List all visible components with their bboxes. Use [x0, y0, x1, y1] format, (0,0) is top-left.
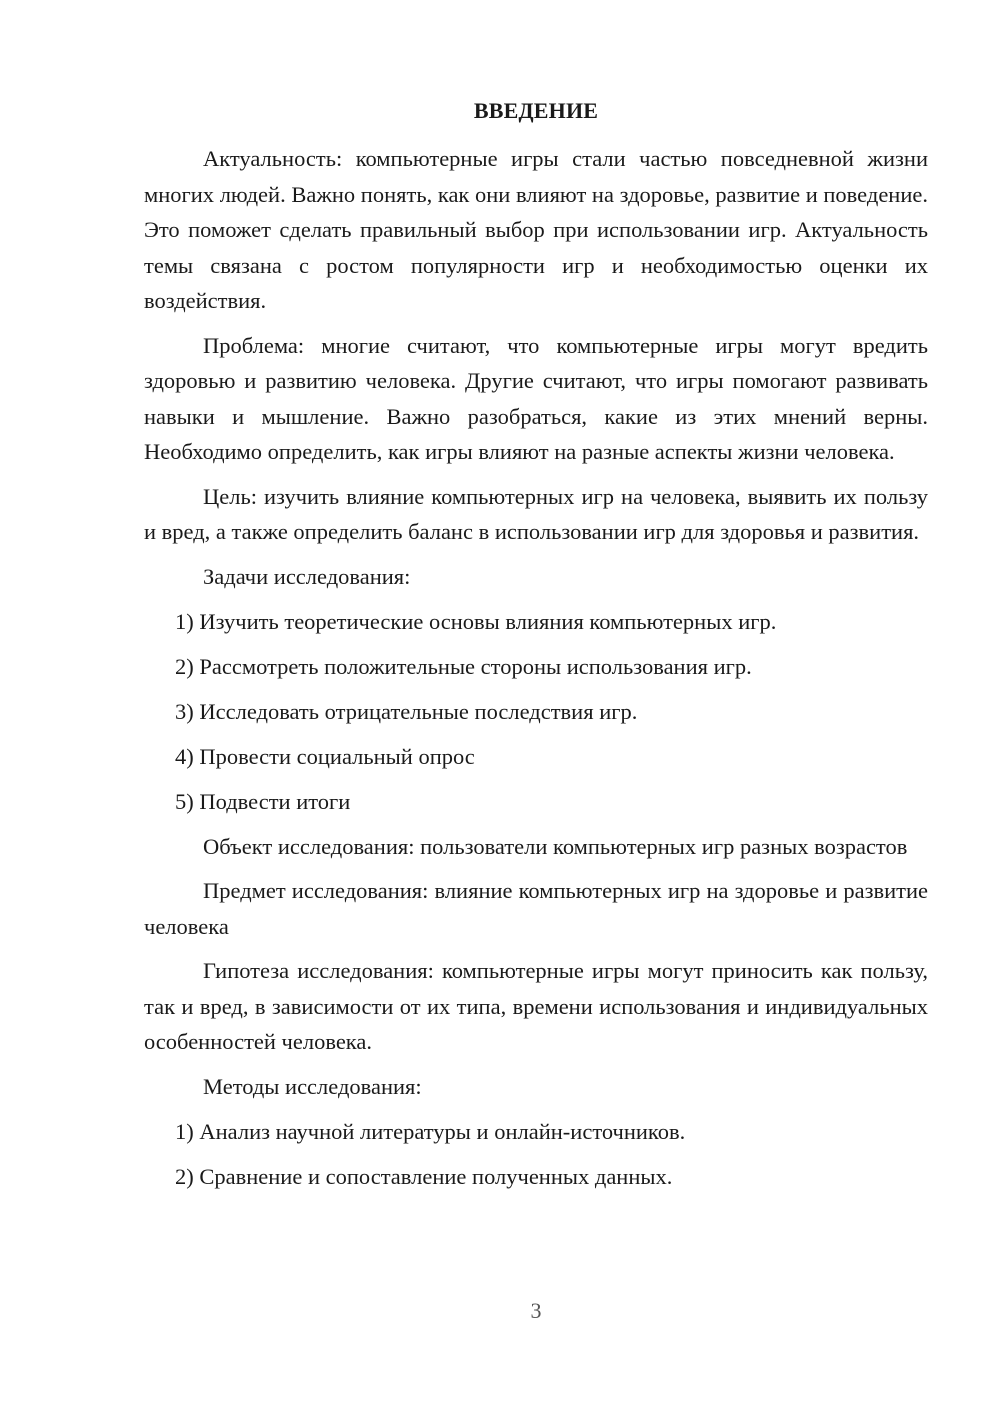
- paragraph-relevance: Актуальность: компьютерные игры стали частью повседневной жизни многих людей. Важно понять, как они влияют на здоровье, развитие и поведение. Это поможет сделать правильный выбор при использовании игр. Актуальность темы связана с ростом популярности игр и необходимостью оценки их воздействия.: [144, 146, 928, 313]
- tasks-list: [144, 604, 928, 820]
- tasks-heading: Задачи исследования:: [203, 563, 411, 589]
- list-item: 2) Рассмотреть положительные стороны использования игр.: [175, 653, 752, 679]
- page-body: [144, 141, 928, 1204]
- list-item: 2) Сравнение и сопоставление полученных данных.: [175, 1163, 673, 1189]
- list-item: 1) Анализ научной литературы и онлайн-источников.: [175, 1118, 686, 1144]
- list-item: 1) Изучить теоретические основы влияния компьютерных игр.: [175, 608, 777, 634]
- paragraph-hypothesis: Гипотеза исследования: компьютерные игры могут приносить как пользу, так и вред, в зависимости от их типа, времени использования и индивидуальных особенностей человека.: [144, 958, 928, 1054]
- paragraph-object: Объект исследования: пользователи компьютерных игр разных возрастов: [203, 833, 908, 859]
- paragraph-problem: Проблема: многие считают, что компьютерные игры могут вредить здоровью и развитию человека. Другие считают, что игры помогают развивать навыки и мышление. Важно разобраться, какие из этих мнений верны. Необходимо определить, как игры влияют на разные аспекты жизни человека.: [144, 332, 928, 464]
- page-number: 3: [530, 1298, 542, 1323]
- methods-heading: Методы исследования:: [203, 1073, 422, 1099]
- methods-list: [144, 1114, 928, 1195]
- page-title: ВВЕДЕНИЕ: [473, 98, 599, 123]
- paragraph-subject: Предмет исследования: влияние компьютерных игр на здоровье и развитие человека: [144, 878, 928, 939]
- list-item: 3) Исследовать отрицательные последствия игр.: [175, 698, 638, 724]
- list-item: 4) Провести социальный опрос: [175, 743, 475, 769]
- paragraph-goal: Цель: изучить влияние компьютерных игр на человека, выявить их пользу и вред, а также определить баланс в использовании игр для здоровья и развития.: [144, 483, 928, 544]
- list-item: 5) Подвести итоги: [175, 788, 351, 814]
